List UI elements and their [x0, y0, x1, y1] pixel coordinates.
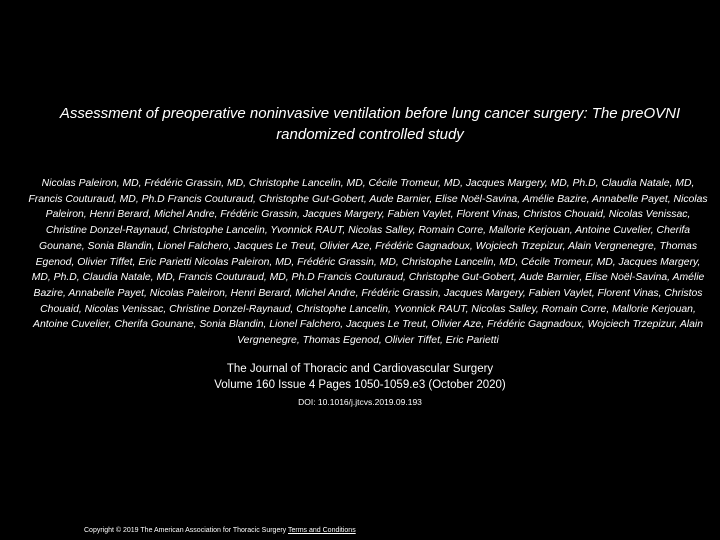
article-title: Assessment of preoperative noninvasive ventilation before lung cancer surgery: The preOVNI randomized controlled study [59, 105, 681, 143]
citation-block [60, 361, 660, 408]
copyright-text: Copyright © 2019 The American Association for Thoracic Surgery [84, 527, 287, 534]
terms-and-conditions-link[interactable]: Terms and Conditions [288, 527, 356, 534]
author-list: Nicolas Paleiron, MD, Frédéric Grassin, MD, Christophe Lancelin, MD, Cécile Tromeur, MD, Jacques Margery, MD, Ph.D, Claudia Natale, MD, Francis Couturaud, MD, Ph.D Francis Couturaud, Christophe Gut-Gobert, Aude Barnier, Elise Noël-Savina, Amélie Bazire, Annabelle Payet, Nicolas Paleiron, Henri Berard, Michel Andre, Frédéric Grassin, Jacques Margery, Fabien Vaylet, Florent Vinas, Christos Chouaid, Nicolas Venissac, Christine Donzel-Raynaud, Christophe Lancelin, Yvonnick RAUT, Nicolas Salley, Romain Corre, Mallorie Kerjouan, Antoine Cuvelier, Cherifa Gounane, Sonia Blandin, Lionel Falchero, Jacques Le Treut, Olivier Aze, Frédéric Gagnadoux, Wojciech Trzepizur, Alain Vergnenegre, Thomas Egenod, Olivier Tiffet, Eric Parietti Nicolas Paleiron, MD, Frédéric Grassin, MD, Christophe Lancelin, MD, Cécile Tromeur, MD, Jacques Margery, MD, Ph.D, Claudia Natale, MD, Francis Couturaud, MD, Ph.D Francis Couturaud, Christophe Gut-Gobert, Aude Barnier, Elise Noël-Savina, Amélie Bazire, Annabelle Payet, Nicolas Paleiron, Henri Berard, Michel Andre, Frédéric Grassin, Jacques Margery, Fabien Vaylet, Florent Vinas, Christos Chouaid, Nicolas Venissac, Christine Donzel-Raynaud, Christophe Lancelin, Yvonnick RAUT, Nicolas Salley, Romain Corre, Mallorie Kerjouan, Antoine Cuvelier, Cherifa Gounane, Sonia Blandin, Lionel Falchero, Jacques Le Treut, Olivier Aze, Frédéric Gagnadoux, Wojciech Trzepizur, Alain Vergnenegre, Thomas Egenod, Olivier Tiffet, Eric Parietti [28, 178, 708, 347]
journal-volume-issue: Volume 160 Issue 4 Pages 1050-1059.e3 (October 2020) [214, 379, 506, 391]
doi: DOI: 10.1016/j.jtcvs.2019.09.193 [298, 397, 422, 407]
journal-name: The Journal of Thoracic and Cardiovascular Surgery [226, 363, 494, 375]
copyright-footer [84, 526, 356, 535]
